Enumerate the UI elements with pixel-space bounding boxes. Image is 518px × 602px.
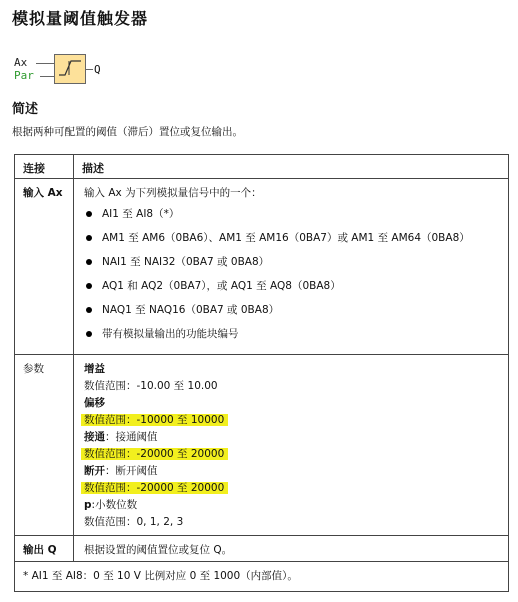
header-connection: 连接 xyxy=(15,155,74,179)
function-block-symbol xyxy=(14,52,124,94)
row-desc-parameters xyxy=(74,355,509,536)
on-desc: ：接通阈值 xyxy=(105,431,158,443)
offset-range: 数值范围：-10000 至 10000 xyxy=(84,414,228,426)
table-row-parameters xyxy=(15,355,509,536)
p-desc: :小数位数 xyxy=(91,499,138,511)
table-header-row xyxy=(15,155,509,179)
off-range: 数值范围：-20000 至 20000 xyxy=(84,482,228,494)
page-title: 模拟量阈值触发器 xyxy=(12,9,149,28)
input-ax-intro: 输入 Ax 为下列模拟量信号中的一个： xyxy=(84,187,262,199)
list-item: 带有模拟量输出的功能块编号 xyxy=(84,326,500,350)
description: 根据两种可配置的阈值（滞后）置位或复位输出。 xyxy=(12,126,243,138)
input-par-label: Par xyxy=(14,69,34,82)
hysteresis-icon xyxy=(55,55,85,83)
table-row-input-ax xyxy=(15,179,509,355)
signal-list xyxy=(84,206,500,350)
gain-range: 数值范围：-10.00 至 10.00 xyxy=(84,380,218,392)
header-description: 描述 xyxy=(74,155,509,179)
list-item: AQ1 和 AQ2（0BA7），或 AQ1 至 AQ8（0BA8） xyxy=(84,278,500,302)
row-label-output-q: 输出 Q xyxy=(15,536,74,562)
list-item: NAQ1 至 NAQ16（0BA7 或 0BA8） xyxy=(84,302,500,326)
output-q-label: Q xyxy=(94,63,101,76)
table-row-footnote xyxy=(15,562,509,592)
row-desc-input-ax xyxy=(74,179,509,355)
table-row-output-q xyxy=(15,536,509,562)
off-label: 断开 xyxy=(84,465,105,477)
p-label: p xyxy=(84,499,92,511)
input-ax-wire xyxy=(36,63,54,64)
gain-label: 增益 xyxy=(84,363,105,375)
list-item: NAI1 至 NAI32（0BA7 或 0BA8） xyxy=(84,254,500,278)
row-label-parameters: 参数 xyxy=(15,355,74,536)
input-par-wire xyxy=(40,76,54,77)
output-wire xyxy=(85,69,93,70)
footnote: * AI1 至 AI8：0 至 10 V 比例对应 0 至 1000（内部值）。 xyxy=(15,562,509,592)
on-range: 数值范围：-20000 至 20000 xyxy=(84,448,228,460)
connection-table xyxy=(14,154,509,592)
list-item: AM1 至 AM6（0BA6）、AM1 至 AM16（0BA7）或 AM1 至 AM64（0BA8） xyxy=(84,230,500,254)
offset-label: 偏移 xyxy=(84,397,105,409)
off-desc: ：断开阈值 xyxy=(105,465,158,477)
list-item: AI1 至 AI8（*） xyxy=(84,206,500,230)
section-title: 简述 xyxy=(12,102,39,117)
input-ax-label: Ax xyxy=(14,56,28,69)
p-range: 数值范围：0, 1, 2, 3 xyxy=(84,516,184,528)
row-label-input-ax: 输入 Ax xyxy=(15,179,74,355)
threshold-trigger-block xyxy=(54,54,86,84)
row-desc-output-q: 根据设置的阈值置位或复位 Q。 xyxy=(74,536,509,562)
on-label: 接通 xyxy=(84,431,105,443)
